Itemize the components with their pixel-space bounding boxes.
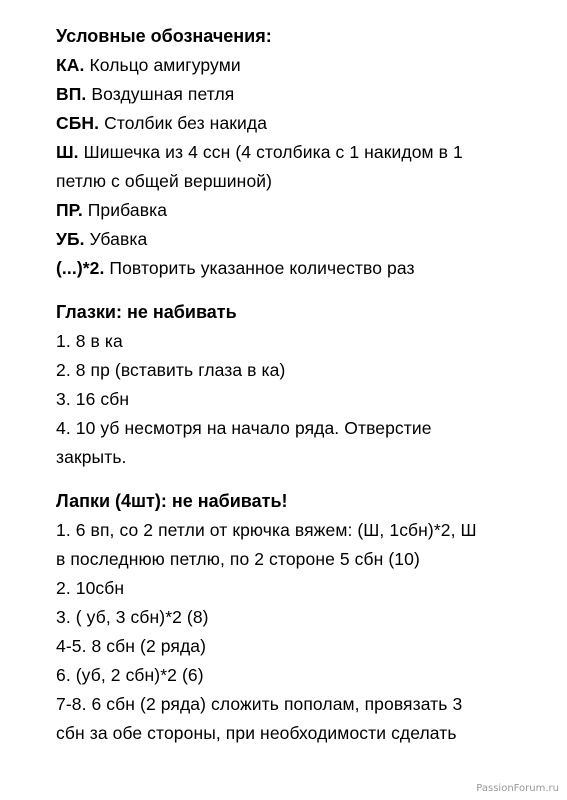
- eyes-row: 4. 10 уб несмотря на начало ряда. Отверстие: [56, 418, 432, 438]
- eyes-title: Глазки: не набивать: [56, 302, 237, 322]
- legend-abbr: УБ.: [56, 229, 85, 249]
- legend-text: Столбик без накида: [99, 113, 268, 133]
- legend-text: Шишечка из 4 ссн (4 столбика с 1 накидом в 1: [78, 142, 463, 162]
- legend-text: петлю с общей вершиной): [56, 171, 273, 191]
- legend-text: Прибавка: [82, 200, 168, 220]
- paws-row: 6. (уб, 2 сбн)*2 (6): [56, 665, 204, 685]
- legend-abbr: ВП.: [56, 84, 87, 104]
- eyes-row: 3. 16 сбн: [56, 389, 130, 409]
- legend-item: [56, 167, 547, 196]
- paws-row: в последнюю петлю, по 2 стороне 5 сбн (10): [56, 549, 420, 569]
- paws-title: Лапки (4шт): не набивать!: [56, 491, 288, 511]
- section-gap: [56, 283, 547, 298]
- legend-abbr: СБН.: [56, 113, 100, 133]
- legend-item: [56, 80, 547, 109]
- paws-row: сбн за обе стороны, при необходимости сделать: [56, 723, 457, 743]
- eyes-row: закрыть.: [56, 447, 127, 467]
- legend-item: [56, 196, 547, 225]
- document-page: [56, 22, 547, 748]
- legend-text: Убавка: [84, 229, 148, 249]
- eyes-list: [56, 327, 547, 472]
- legend-title: Условные обозначения:: [56, 26, 272, 46]
- legend-item: [56, 138, 547, 167]
- legend-text: Повторить указанное количество раз: [104, 258, 415, 278]
- legend-abbr: ПР.: [56, 200, 83, 220]
- paws-row: 2. 10сбн: [56, 578, 125, 598]
- paws-row: 7-8. 6 сбн (2 ряда) сложить пополам, провязать 3: [56, 694, 463, 714]
- section-gap: [56, 472, 547, 487]
- legend-abbr: (...)*2.: [56, 258, 105, 278]
- legend-text: Воздушная петля: [86, 84, 235, 104]
- eyes-row: 2. 8 пр (вставить глаза в ка): [56, 360, 286, 380]
- legend-text: Кольцо амигуруми: [84, 55, 241, 75]
- legend-list: [56, 51, 547, 283]
- paws-list: [56, 516, 547, 748]
- site-watermark: PassionForum.ru: [476, 783, 559, 794]
- paws-row: 1. 6 вп, со 2 петли от крючка вяжем: (Ш, 1сбн)*2, Ш: [56, 520, 477, 540]
- paws-row: 3. ( уб, 3 сбн)*2 (8): [56, 607, 209, 627]
- paws-row: 4-5. 8 сбн (2 ряда): [56, 636, 207, 656]
- legend-abbr: Ш.: [56, 142, 79, 162]
- legend-item: [56, 254, 547, 283]
- eyes-row: 1. 8 в ка: [56, 331, 123, 351]
- legend-item: [56, 225, 547, 254]
- legend-item: [56, 109, 547, 138]
- legend-item: [56, 51, 547, 80]
- legend-abbr: КА.: [56, 55, 85, 75]
